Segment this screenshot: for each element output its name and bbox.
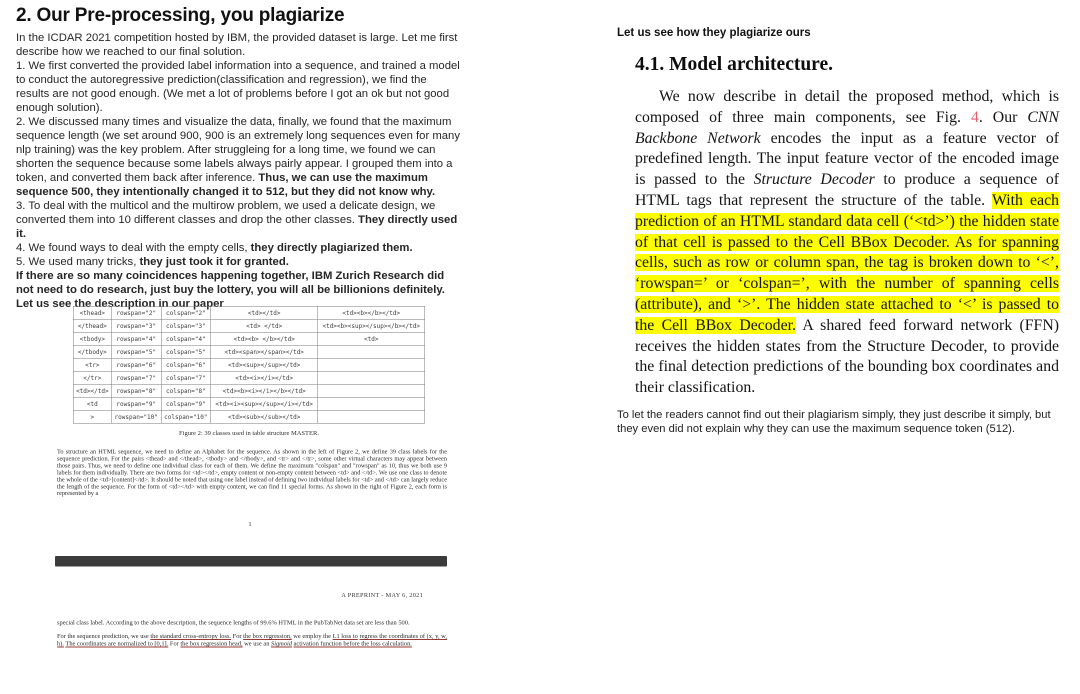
- text-segment: Thus, we can use the maximum sequence 500, they intentionally changed it to 512, but they did not know why.: [16, 172, 436, 198]
- text-segment: the standard cross-entropy loss.: [150, 632, 232, 640]
- text-segment: they directly plagiarized them.: [250, 242, 413, 254]
- table-cell: <tr>: [73, 358, 111, 371]
- paragraph: [16, 255, 462, 269]
- table-cell: <td: [73, 397, 111, 410]
- text-segment: the box regression,: [243, 632, 292, 640]
- table-cell: colspan="6": [161, 358, 211, 371]
- table-cell: colspan="7": [161, 371, 211, 384]
- table-row: [73, 384, 425, 397]
- table-cell: rowspan="10": [111, 410, 161, 423]
- table-cell: [318, 371, 425, 384]
- right-document: [617, 27, 1065, 436]
- alphabet-classes-table: [73, 306, 425, 424]
- right-body-text: [635, 87, 1059, 399]
- table-cell: rowspan="4": [111, 332, 161, 345]
- left-body-text: [16, 31, 462, 311]
- table-cell: <td><b> </b></td>: [211, 332, 318, 345]
- table-cell: [318, 384, 425, 397]
- table-cell: </tr>: [73, 371, 111, 384]
- redaction-bar: [55, 556, 447, 567]
- text-segment: Structure Decoder: [753, 171, 875, 189]
- text-segment: 4. We found ways to deal with the empty cells,: [16, 242, 251, 254]
- text-segment: The coordinates are normalized to [0,1].: [65, 640, 169, 648]
- text-segment: to produce a sequence of HTML tags that represent the structure of the table.: [635, 171, 1059, 209]
- table-cell: rowspan="8": [111, 384, 161, 397]
- table-cell: </thead>: [73, 319, 111, 332]
- table-cell: <tbody>: [73, 332, 111, 345]
- table-cell: [318, 397, 425, 410]
- table-row: [73, 332, 425, 345]
- text-segment: L1 loss to: [332, 632, 358, 640]
- paragraph: [16, 199, 462, 241]
- paper-paragraph-2: special class label. According to the above description, the sequence lengths of 99.6% HTML in the PubTabNet data set are less than 500.: [57, 619, 410, 627]
- table-cell: </tbody>: [73, 345, 111, 358]
- paper-paragraph-3: [57, 633, 447, 648]
- table-cell: <td></td>: [73, 384, 111, 397]
- annotation-bottom: To let the readers cannot find out their plagiarism simply, they just describe it simply, but they even did not explain why they can use the maximum sequence token (512).: [617, 408, 1051, 435]
- paragraph: [16, 241, 462, 255]
- table-cell: <td><b><sup></sup></b></td>: [318, 319, 425, 332]
- table-cell: colspan="10": [161, 410, 211, 423]
- text-segment: CNN Backbone Network: [635, 108, 1059, 147]
- text-segment: they just took it for granted.: [139, 256, 289, 268]
- text-segment: For the sequence prediction, we use: [57, 632, 151, 640]
- text-segment: 2. We discussed many times and visualize the data, finally, we found that the maximum sequence length (we set around 900, 900 is an extremely long sequences even for many nlp training) was the key problem. After struggleing for a long time, we found we can shorten the sequence because some labels always pairly appear. I grouped them into a token, and converted them back after inference.: [16, 116, 460, 184]
- alphabet-table-body: [73, 306, 425, 423]
- text-segment: 5. We used many tricks,: [16, 256, 140, 268]
- figure-caption: Figure 2: 39 classes used in table structure MASTER.: [179, 429, 319, 437]
- table-cell: <td><i><sup></sup></i></td>: [211, 397, 318, 410]
- table-row: [73, 319, 425, 332]
- table-cell: >: [73, 410, 111, 423]
- table-cell: <td>: [318, 332, 425, 345]
- table-cell: colspan="5": [161, 345, 211, 358]
- table-cell: [318, 345, 425, 358]
- table-cell: rowspan="9": [111, 397, 161, 410]
- paper-page: [55, 306, 455, 648]
- text-segment: we employ the: [291, 632, 333, 640]
- paragraph: [16, 269, 462, 297]
- table-cell: rowspan="6": [111, 358, 161, 371]
- left-document: [16, 5, 462, 311]
- table-row: [73, 358, 425, 371]
- text-segment: regress the coordinates of (x, y, w, h).: [57, 632, 447, 648]
- left-heading: 2. Our Pre-processing, you plagiarize: [16, 5, 345, 26]
- text-segment: A shared feed forward network (FFN) receives the hidden states from the Structure Decoder, to provide the final detection predictions of the bounding box coordinates and their classification.: [635, 316, 1059, 397]
- table-cell: colspan="3": [161, 319, 211, 332]
- text-segment: the box regression head,: [180, 640, 243, 648]
- text-segment: We now describe in detail the proposed method, which is composed of three main components, see Fig.: [635, 88, 1059, 126]
- text-segment: 1. We first converted the provided label information into a sequence, and trained a model to conduct the autoregressive prediction(classification and regression), we find the results are not good enough. (We met a lot of problems before I got an ok but not good enough solution).: [16, 60, 460, 114]
- table-cell: rowspan="7": [111, 371, 161, 384]
- table-cell: <td><span></span></td>: [211, 345, 318, 358]
- table-row: [73, 410, 425, 423]
- preprint-running-header: A PREPRINT - MAY 6, 2021: [341, 591, 423, 599]
- text-segment: 3. To deal with the multicol and the multirow problem, we used a delicate design, we converted them into 10 different classes and drop the other classes.: [16, 200, 436, 226]
- table-row: [73, 371, 425, 384]
- paper-paragraph: To structure an HTML sequence, we need to define an Alphabet for the sequence. As shown in the left of Figure 2, we define 39 class labels for the sequence prediction. For the pairs <thead> and </thead>, <tbody> and </tbody>, and <tr> and </tr>, some other virtual characters may appear between those pairs. Thus, we need to define one individual class for each of them. We define the maximum "colspan" and "rowspan" as 10, thus we both use 9 labels for them individually. There are two forms for <td></td>, empty content or non-empty content between <td> and </td>. We use one class to denote the whole of the <td>[content]</td>. It should be noted that using one label instead of defining two individual labels for <td> and </td> can largely reduce the length of the sequence. For the form of <td></td> with empty content, we can find 11 special forms. As shown in the right of Figure 2, each form is represented by a: [57, 448, 447, 497]
- table-cell: rowspan="2": [111, 306, 161, 319]
- text-segment: we use an: [242, 640, 271, 648]
- text-segment: In the ICDAR 2021 competition hosted by IBM, the provided dataset is large. Let me first describe how we reached to our final solution.: [16, 32, 458, 58]
- text-segment: Sigmoid: [271, 640, 292, 648]
- table-row: [73, 397, 425, 410]
- paragraph: [16, 31, 462, 59]
- text-segment: Let us see the description in our paper: [16, 298, 224, 310]
- table-cell: <td><i></i></td>: [211, 371, 318, 384]
- table-cell: <td><sub></sub></td>: [211, 410, 318, 423]
- page-number: 1: [248, 520, 252, 528]
- text-segment: With each prediction of an HTML standard data cell (‘<td>’) the hidden state of that cell is passed to the Cell BBox Decoder. As for spanning cells, such as row or column span, the tag is broken down to ‘<’, ‘rowspan=’ or ‘colspan=’, with the number of spanning cells (attribute), and ‘>’. The hidden state attached to ‘<’ is passed to the Cell BBox Decoder.: [635, 191, 1059, 334]
- table-cell: [318, 410, 425, 423]
- text-segment: If there are so many coincidences happening together, IBM Zurich Research did not need to do research, just buy the lottery, you will all be billionions definitely.: [16, 270, 445, 296]
- text-segment: For: [231, 632, 244, 640]
- table-cell: rowspan="5": [111, 345, 161, 358]
- table-cell: <td></td>: [211, 306, 318, 319]
- table-cell: colspan="2": [161, 306, 211, 319]
- embedded-paper-screenshot: [55, 306, 455, 691]
- table-cell: <td><b></b></td>: [318, 306, 425, 319]
- table-cell: <thead>: [73, 306, 111, 319]
- table-cell: [318, 358, 425, 371]
- text-segment: For: [168, 640, 181, 648]
- text-segment: . Our: [978, 108, 1028, 126]
- table-row: [73, 306, 425, 319]
- table-cell: colspan="4": [161, 332, 211, 345]
- paragraph: [16, 59, 462, 115]
- text-segment: 4: [970, 108, 979, 126]
- paragraph: [16, 115, 462, 199]
- text-segment: activation function before the loss calculation.: [293, 640, 412, 648]
- right-heading: 4.1. Model architecture.: [635, 54, 834, 75]
- table-cell: colspan="8": [161, 384, 211, 397]
- text-segment: They directly used it.: [16, 214, 458, 240]
- text-segment: encodes the input as a feature vector of predefined length. The input feature vector of the encoded image is passed to the: [635, 129, 1059, 189]
- table-cell: colspan="9": [161, 397, 211, 410]
- table-cell: rowspan="3": [111, 319, 161, 332]
- annotation-top: Let us see how they plagiarize ours: [617, 27, 811, 39]
- table-cell: <td> </td>: [211, 319, 318, 332]
- table-cell: <td><b><i></i></b></td>: [211, 384, 318, 397]
- table-cell: <td><sup></sup></td>: [211, 358, 318, 371]
- table-row: [73, 345, 425, 358]
